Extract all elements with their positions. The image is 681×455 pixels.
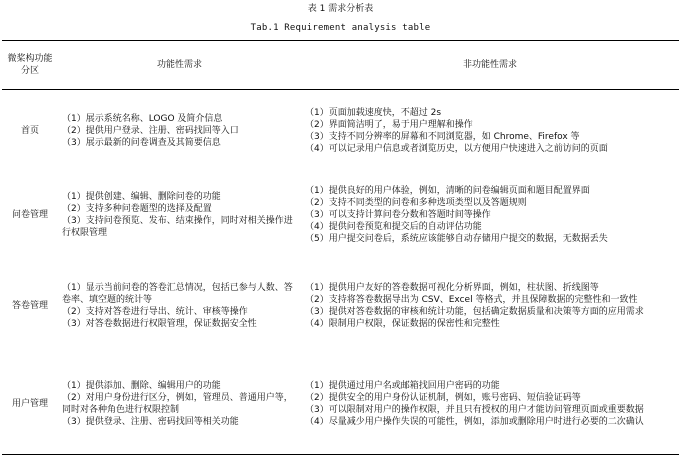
nonfunctional-item: （2）提供安全的用户身份认证机制，例如，账号密码、短信验证码等 [305,392,581,403]
nonfunctional-item: （2）支持不同类型的问卷和多种选项类型以及答题规则 [305,197,527,208]
nonfunctional-item: （4）可以记录用户信息或者浏览历史，以方便用户快速进入之前访问的页面 [305,143,608,154]
module-cell: 首页 [20,125,39,136]
table-caption-en: Tab.1 Requirement analysis table [250,23,431,33]
header-nonfunctional: 非功能性需求 [301,41,679,90]
nonfunctional-item: （2）支持将答卷数据导出为 CSV、Excel 等格式，并且保障数据的完整性和一致性 [305,294,638,305]
nonfunctional-item: （1）提供通过用户名或邮箱找回用户密码的功能 [305,380,500,391]
nonfunctional-cell [301,172,679,258]
functional-item: （1）显示当前问卷的答卷汇总情况，包括已参与人数、答卷率、填空题的统计等 [62,282,293,305]
requirement-table [2,40,679,455]
functional-item: （2）支持对答卷进行导出、统计、审核等操作 [62,306,248,317]
nonfunctional-item: （2）界面简洁明了，易于用户理解和操作 [305,119,473,130]
functional-item: （3）支持问卷预览、发布、结束操作，同时对相关操作进行权限管理 [62,215,293,238]
module-cell: 问卷管理 [11,209,48,220]
header-module: 微桨构功能分区 [2,41,58,90]
nonfunctional-item: （1）提供用户友好的答卷数据可视化分析界面，例如，柱状图、折线图等 [305,282,599,293]
functional-cell [58,354,301,455]
nonfunctional-item: （3）提供对答卷数据的审核和统计功能，包括确定数据质量和决策等方面的应用需求 [305,306,644,317]
table-row [2,172,679,258]
nonfunctional-item: （1）提供良好的用户体验，例如，清晰的问卷编辑页面和题目配置界面 [305,185,590,196]
functional-item: （2）提供用户登录、注册、密码找回等入口 [62,125,239,136]
nonfunctional-item: （5）用户提交问卷后，系统应该能够自动存储用户提交的数据，无数据丢失 [305,233,608,244]
functional-item: （3）提供登录、注册、密码找回等相关功能 [62,416,239,427]
nonfunctional-cell [301,90,679,172]
nonfunctional-cell [301,258,679,354]
functional-item: （3）展示最新的问卷调查及其简要信息 [62,137,221,148]
header-functional: 功能性需求 [58,41,301,90]
functional-item: （1）提供添加、删除、编辑用户的功能 [62,380,221,391]
nonfunctional-item: （3）支持不同分辨率的屏幕和不同浏览器，如 Chrome、Firefox 等 [305,131,580,142]
nonfunctional-item: （4）尽量减少用户操作失误的可能性，例如，添加或删除用户时进行必要的二次确认 [305,416,644,427]
functional-cell [58,258,301,354]
nonfunctional-item: （1）页面加载速度快，不超过 2s [305,107,442,118]
table-row [2,354,679,455]
table-header-row [2,41,679,90]
table-row [2,258,679,354]
module-cell: 用户管理 [2,354,58,455]
nonfunctional-cell [301,354,679,455]
functional-item: （2）支持多种问卷题型的选择及配置 [62,203,212,214]
module-cell: 答卷管理 [11,300,48,311]
table-caption-cn: 表 1 需求分析表 [307,4,374,14]
table-row [2,90,679,172]
nonfunctional-item: （3）可以限制对用户的操作权限，并且只有授权的用户才能访问管理页面或重要数据 [305,404,644,415]
functional-item: （1）展示系统名称、LOGO 及简介信息 [62,113,223,124]
functional-cell [58,90,301,172]
functional-item: （2）对用户身份进行区分，例如，管理员、普通用户等，同时对各种角色进行权限控制 [62,392,293,415]
functional-cell [58,172,301,258]
nonfunctional-item: （3）可以支持计算问卷分数和答题时间等操作 [305,209,491,220]
functional-item: （3）对答卷数据进行权限管理，保证数据安全性 [62,318,257,329]
nonfunctional-item: （4）提供问卷预览和提交后的自动评估功能 [305,221,482,232]
functional-item: （1）提供创建、编辑、删除问卷的功能 [62,191,221,202]
nonfunctional-item: （4）限制用户权限，保证数据的保密性和完整性 [305,318,500,329]
